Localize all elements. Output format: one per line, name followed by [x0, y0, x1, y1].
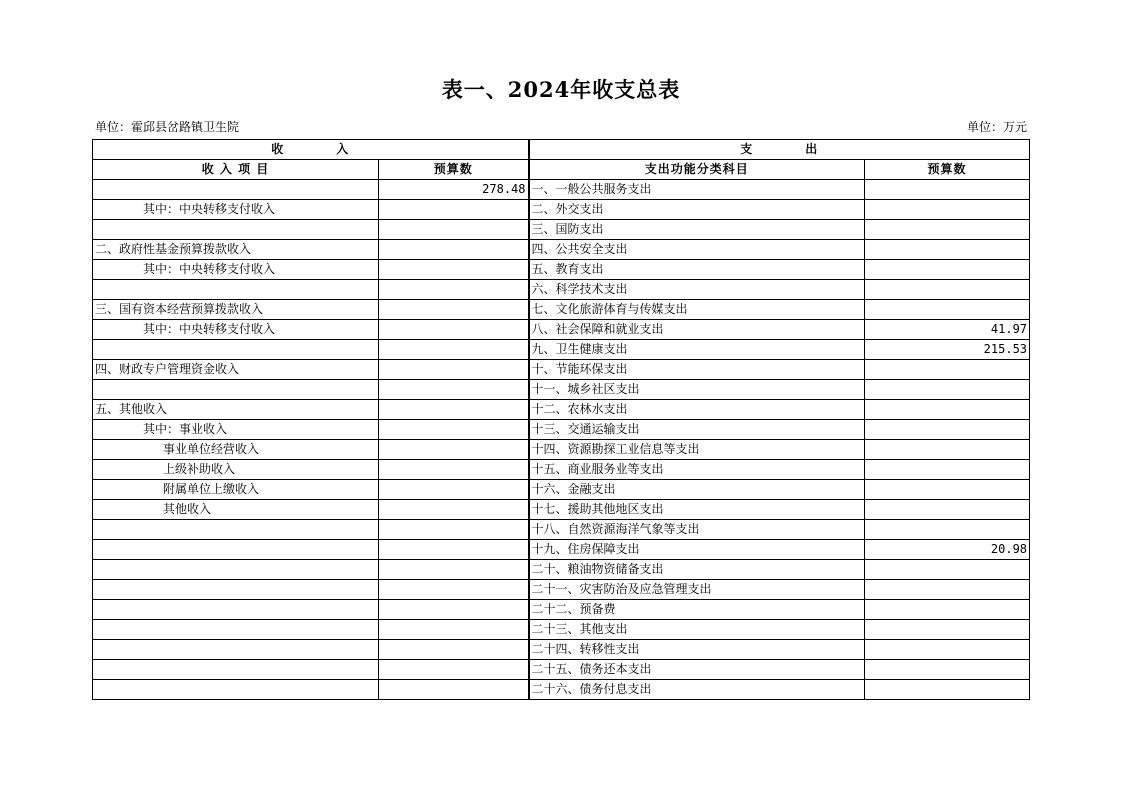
expense-item-cell: 四、公共安全支出 — [529, 240, 865, 260]
table-row — [93, 260, 1030, 280]
budget-table — [92, 139, 1030, 700]
income-budget-cell — [379, 440, 529, 460]
expense-budget-cell: 20.98 — [865, 540, 1030, 560]
income-budget-cell — [379, 620, 529, 640]
table-row — [93, 580, 1030, 600]
table-row — [93, 440, 1030, 460]
table-row — [93, 640, 1030, 660]
expense-budget-cell — [865, 360, 1030, 380]
expense-budget-cell — [865, 240, 1030, 260]
table-row — [93, 500, 1030, 520]
table-row — [93, 660, 1030, 680]
income-item-cell: 事业单位经营收入 — [93, 440, 379, 460]
income-item-cell — [93, 580, 379, 600]
expense-item-cell: 二十二、预备费 — [529, 600, 865, 620]
income-budget-cell — [379, 220, 529, 240]
expense-budget-cell: 215.53 — [865, 340, 1030, 360]
income-item-cell: 其他收入 — [93, 500, 379, 520]
income-budget-cell: 278.48 — [379, 180, 529, 200]
income-budget-cell — [379, 400, 529, 420]
expense-item-cell: 七、文化旅游体育与传媒支出 — [529, 300, 865, 320]
income-budget-cell — [379, 560, 529, 580]
table-row — [93, 520, 1030, 540]
table-column-header-row — [93, 160, 1030, 180]
expense-budget-cell — [865, 580, 1030, 600]
income-budget-cell — [379, 640, 529, 660]
income-item-cell — [93, 220, 379, 240]
table-row — [93, 320, 1030, 340]
expense-item-cell: 十六、金融支出 — [529, 480, 865, 500]
income-budget-cell — [379, 460, 529, 480]
expense-budget-cell — [865, 520, 1030, 540]
expense-budget-cell — [865, 680, 1030, 700]
expense-budget-cell — [865, 200, 1030, 220]
income-item-cell — [93, 540, 379, 560]
income-budget-header: 预算数 — [379, 160, 529, 180]
expense-item-cell: 六、科学技术支出 — [529, 280, 865, 300]
table-row — [93, 400, 1030, 420]
income-budget-cell — [379, 500, 529, 520]
income-item-cell: 三、国有资本经营预算拨款收入 — [93, 300, 379, 320]
income-budget-cell — [379, 280, 529, 300]
expense-item-cell: 十九、住房保障支出 — [529, 540, 865, 560]
expense-item-cell: 十三、交通运输支出 — [529, 420, 865, 440]
income-budget-cell — [379, 200, 529, 220]
income-item-cell — [93, 380, 379, 400]
expense-budget-cell — [865, 500, 1030, 520]
income-budget-cell — [379, 680, 529, 700]
income-group-header: 收 入 — [93, 140, 529, 160]
table-row — [93, 560, 1030, 580]
expense-budget-cell — [865, 460, 1030, 480]
table-row — [93, 480, 1030, 500]
table-row — [93, 280, 1030, 300]
expense-budget-header: 预算数 — [865, 160, 1030, 180]
expense-item-cell: 三、国防支出 — [529, 220, 865, 240]
income-item-cell: 四、财政专户管理资金收入 — [93, 360, 379, 380]
expense-item-cell: 二十四、转移性支出 — [529, 640, 865, 660]
expense-item-cell: 二十、粮油物资储备支出 — [529, 560, 865, 580]
expense-item-cell: 十、节能环保支出 — [529, 360, 865, 380]
table-group-header-row — [93, 140, 1030, 160]
income-item-cell — [93, 680, 379, 700]
expense-budget-cell — [865, 660, 1030, 680]
income-item-cell — [93, 660, 379, 680]
table-row — [93, 420, 1030, 440]
income-item-cell: 其中：事业收入 — [93, 420, 379, 440]
expense-budget-cell — [865, 220, 1030, 240]
income-budget-cell — [379, 300, 529, 320]
unit-label-left: 单位：霍邱县岔路镇卫生院 — [95, 120, 240, 134]
expense-item-cell: 二、外交支出 — [529, 200, 865, 220]
expense-budget-cell — [865, 380, 1030, 400]
income-item-cell: 五、其他收入 — [93, 400, 379, 420]
expense-budget-cell — [865, 440, 1030, 460]
expense-budget-cell — [865, 600, 1030, 620]
expense-item-cell: 十二、农林水支出 — [529, 400, 865, 420]
expense-budget-cell — [865, 620, 1030, 640]
income-item-cell — [93, 340, 379, 360]
expense-item-cell: 十八、自然资源海洋气象等支出 — [529, 520, 865, 540]
expense-item-cell: 五、教育支出 — [529, 260, 865, 280]
expense-budget-cell — [865, 280, 1030, 300]
income-item-header: 收 入 项 目 — [93, 160, 379, 180]
table-row — [93, 360, 1030, 380]
income-item-cell — [93, 560, 379, 580]
income-item-cell: 其中：中央转移支付收入 — [93, 260, 379, 280]
table-row — [93, 540, 1030, 560]
table-row — [93, 240, 1030, 260]
expense-budget-cell — [865, 560, 1030, 580]
expense-item-header: 支出功能分类科目 — [529, 160, 865, 180]
table-row — [93, 200, 1030, 220]
income-item-cell — [93, 620, 379, 640]
income-budget-cell — [379, 360, 529, 380]
expense-budget-cell — [865, 640, 1030, 660]
income-item-cell: 其中：中央转移支付收入 — [93, 320, 379, 340]
income-item-cell — [93, 280, 379, 300]
expense-item-cell: 十四、资源勘探工业信息等支出 — [529, 440, 865, 460]
expense-item-cell: 二十五、债务还本支出 — [529, 660, 865, 680]
income-item-cell: 附属单位上缴收入 — [93, 480, 379, 500]
income-item-cell: 其中：中央转移支付收入 — [93, 200, 379, 220]
income-item-cell — [93, 520, 379, 540]
expense-budget-cell — [865, 400, 1030, 420]
expense-group-header: 支 出 — [529, 140, 1030, 160]
expense-item-cell: 二十三、其他支出 — [529, 620, 865, 640]
income-item-cell — [93, 600, 379, 620]
income-item-cell: 二、政府性基金预算拨款收入 — [93, 240, 379, 260]
expense-item-cell: 十七、援助其他地区支出 — [529, 500, 865, 520]
table-row — [93, 620, 1030, 640]
expense-item-cell: 二十六、债务付息支出 — [529, 680, 865, 700]
table-row — [93, 220, 1030, 240]
income-item-cell — [93, 640, 379, 660]
expense-item-cell: 十五、商业服务业等支出 — [529, 460, 865, 480]
expense-item-cell: 十一、城乡社区支出 — [529, 380, 865, 400]
income-budget-cell — [379, 520, 529, 540]
expense-budget-cell: 41.97 — [865, 320, 1030, 340]
expense-item-cell: 二十一、灾害防治及应急管理支出 — [529, 580, 865, 600]
table-row — [93, 180, 1030, 200]
page-title: 表一、2024年收支总表 — [441, 77, 681, 102]
expense-budget-cell — [865, 180, 1030, 200]
table-row — [93, 340, 1030, 360]
expense-budget-cell — [865, 480, 1030, 500]
expense-item-cell: 一、一般公共服务支出 — [529, 180, 865, 200]
income-budget-cell — [379, 600, 529, 620]
income-budget-cell — [379, 320, 529, 340]
table-row — [93, 680, 1030, 700]
unit-label-right: 单位：万元 — [966, 120, 1027, 134]
expense-budget-cell — [865, 260, 1030, 280]
income-budget-cell — [379, 340, 529, 360]
expense-budget-cell — [865, 300, 1030, 320]
expense-budget-cell — [865, 420, 1030, 440]
income-budget-cell — [379, 580, 529, 600]
income-budget-cell — [379, 480, 529, 500]
table-row — [93, 460, 1030, 480]
expense-item-cell: 八、社会保障和就业支出 — [529, 320, 865, 340]
table-row — [93, 300, 1030, 320]
income-budget-cell — [379, 420, 529, 440]
table-row — [93, 600, 1030, 620]
income-budget-cell — [379, 260, 529, 280]
expense-item-cell: 九、卫生健康支出 — [529, 340, 865, 360]
income-budget-cell — [379, 240, 529, 260]
table-row — [93, 380, 1030, 400]
income-budget-cell — [379, 660, 529, 680]
income-item-cell — [93, 180, 379, 200]
income-item-cell: 上级补助收入 — [93, 460, 379, 480]
income-budget-cell — [379, 380, 529, 400]
income-budget-cell — [379, 540, 529, 560]
